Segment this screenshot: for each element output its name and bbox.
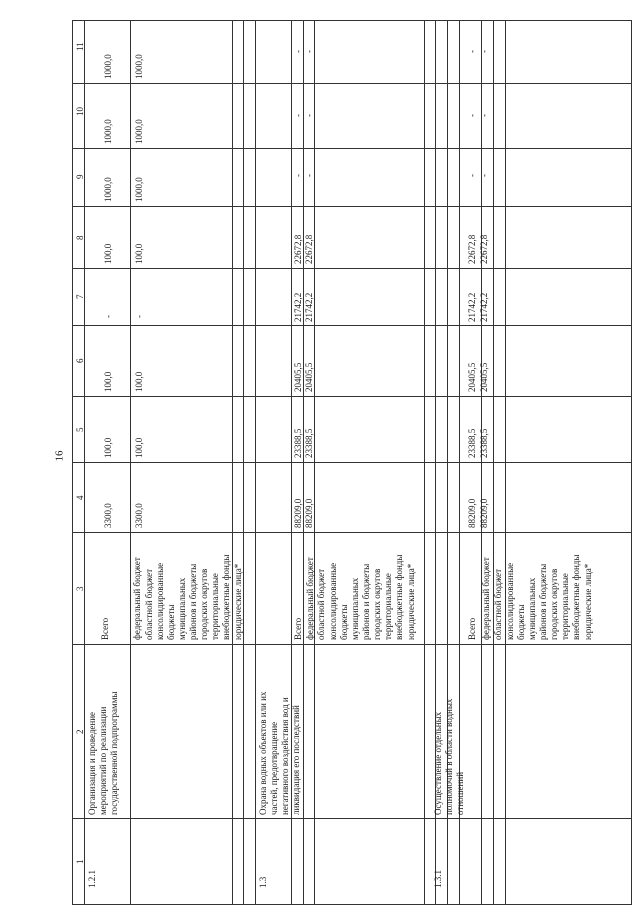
budget-label-federal: федеральный бюджет [481,557,491,640]
header-col-2: 2 [75,729,85,734]
budget-table [72,20,632,905]
header-col-8: 8 [75,235,85,240]
value-cell: - [467,114,477,117]
row-name-line: Охрана водных объектов или их [258,691,268,815]
value-cell: 22672,8 [479,234,489,264]
row-name-line: частей, предотвращение [269,721,279,815]
value-cell: 21742,2 [479,292,489,322]
budget-label-legal: юридические лица* [233,563,243,640]
row-number: 1.3.1 [433,870,443,888]
value-cell: 21742,2 [304,292,314,322]
value-cell: - [134,315,144,318]
value-cell: 23388,5 [467,428,477,458]
value-cell: 1000,0 [134,54,144,79]
row-name-line: мероприятий по реализации [98,706,108,815]
value-cell: - [479,174,489,177]
budget-label-territorial: внебюджетные фонды [221,554,231,640]
value-cell: 88209,0 [467,498,477,528]
value-cell: - [103,315,113,318]
budget-label-federal: федеральный бюджет [132,557,142,640]
page-number: 16 [53,450,66,462]
budget-label-territorial: внебюджетные фонды [571,554,581,640]
budget-label-consolidated: консолидированные [505,562,515,640]
value-cell: 1000,0 [103,54,113,79]
row-name-line: государственной подпрограммы [109,691,119,815]
value-cell: 23388,5 [304,428,314,458]
header-col-4: 4 [75,495,85,500]
value-cell: 100,0 [134,371,144,392]
row-name-line: Осуществление отдельных [433,711,443,815]
budget-label-total: Всего [100,617,110,640]
header-col-5: 5 [75,427,85,432]
value-cell: 3300,0 [103,503,113,528]
value-cell: 21742,2 [467,292,477,322]
budget-label-consolidated: консолидированные [155,562,165,640]
budget-label-total: Всего [467,617,477,640]
header-col-11: 11 [75,42,85,51]
value-cell: 3300,0 [134,503,144,528]
value-cell: - [304,50,314,53]
budget-label-regional: областной бюджет [316,568,326,640]
budget-label-consolidated: муниципальных [177,577,187,640]
row-name-line: ликвидация его последствий [291,705,301,815]
value-cell: 100,0 [134,243,144,264]
budget-label-legal: юридические лица* [406,563,416,640]
budget-label-total: Всего [293,617,303,640]
value-cell: 20405,5 [293,362,303,392]
value-cell: 1000,0 [103,119,113,144]
budget-label-consolidated: муниципальных [527,577,537,640]
value-cell: - [467,174,477,177]
value-cell: 20405,5 [467,362,477,392]
value-cell: 100,0 [134,437,144,458]
row-number: 1.2.1 [87,870,97,888]
budget-label-territorial: внебюджетные фонды [394,554,404,640]
header-col-1: 1 [75,859,85,864]
budget-label-consolidated: консолидированные [328,562,338,640]
budget-label-consolidated: муниципальных [350,577,360,640]
value-cell: - [304,174,314,177]
budget-label-territorial: территориальные [210,573,220,640]
row-number: 1.3 [258,876,268,888]
value-cell: - [467,50,477,53]
budget-label-consolidated: районов и бюджеты [188,563,198,640]
budget-label-consolidated: бюджеты [339,604,349,640]
value-cell: 1000,0 [134,119,144,144]
value-cell: 100,0 [103,243,113,264]
value-cell: 22672,8 [467,234,477,264]
value-cell: 20405,5 [304,362,314,392]
budget-label-consolidated: бюджеты [166,604,176,640]
budget-label-territorial: территориальные [383,573,393,640]
value-cell: 23388,5 [479,428,489,458]
row-name-line: Организация и проведение [87,711,97,815]
value-cell: 22672,8 [304,234,314,264]
value-cell: 100,0 [103,437,113,458]
header-col-3: 3 [75,586,85,591]
value-cell: - [293,174,303,177]
budget-label-consolidated: районов и бюджеты [361,563,371,640]
value-cell: - [479,114,489,117]
row-name-line: отношений [455,771,465,815]
budget-label-territorial: территориальные [560,573,570,640]
value-cell: 88209,0 [479,498,489,528]
budget-label-consolidated: городских округов [199,568,209,640]
value-cell: 88209,0 [293,498,303,528]
budget-label-consolidated: городских округов [549,568,559,640]
value-cell: - [479,50,489,53]
row-name-line: негативного воздействия вод и [280,697,290,815]
value-cell: 23388,5 [293,428,303,458]
header-col-7: 7 [75,294,85,299]
header-col-10: 10 [75,107,85,116]
value-cell: 21742,2 [293,292,303,322]
value-cell: 88209,0 [304,498,314,528]
value-cell: 20405,5 [479,362,489,392]
value-cell: - [293,50,303,53]
budget-label-consolidated: бюджеты [516,604,526,640]
value-cell: 1000,0 [134,177,144,202]
budget-label-legal: юридические лица* [583,563,593,640]
budget-label-consolidated: районов и бюджеты [538,563,548,640]
header-col-9: 9 [75,174,85,179]
value-cell: - [304,114,314,117]
budget-label-federal: федеральный бюджет [305,557,315,640]
value-cell: 100,0 [103,371,113,392]
value-cell: 22672,8 [293,234,303,264]
budget-label-consolidated: городских округов [372,568,382,640]
budget-label-regional: областной бюджет [144,568,154,640]
budget-label-regional: областной бюджет [493,568,503,640]
row-name-line: полномочий в области водных [444,698,454,815]
header-col-6: 6 [75,358,85,363]
value-cell: - [293,114,303,117]
value-cell: 1000,0 [103,177,113,202]
